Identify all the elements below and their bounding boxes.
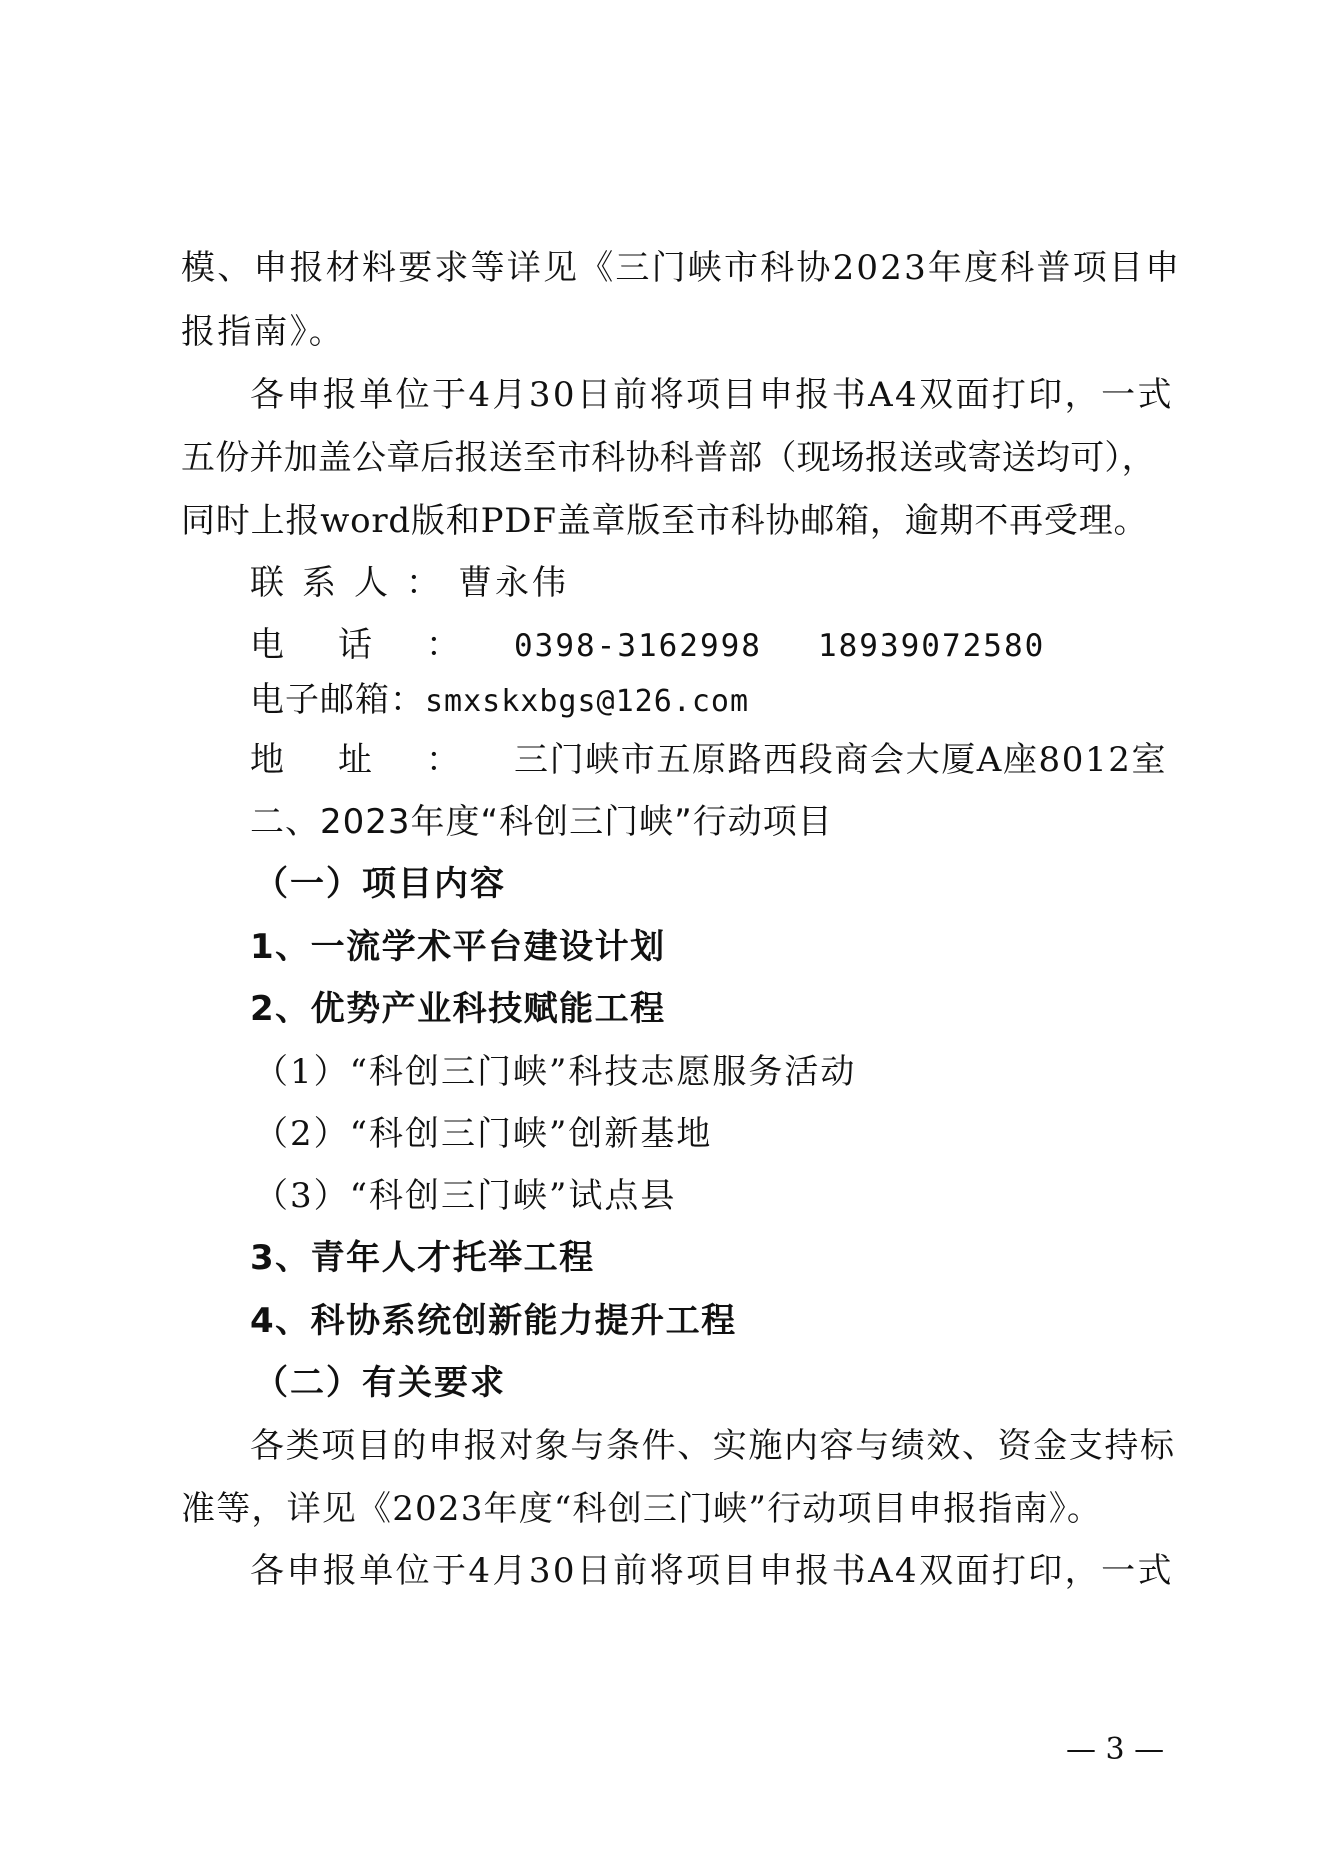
section-2-item-1: 1、一流学术平台建设计划 (250, 927, 666, 967)
paragraph-2-line-1: 各申报单位于4月30日前将项目申报书A4双面打印，一式 (250, 375, 1174, 415)
contact-phone-row (250, 625, 1045, 666)
contact-address-value: 三门峡市五原路西段商会大厦A座8012室 (514, 740, 1168, 780)
section-2-sub-2: （二）有关要求 (254, 1363, 506, 1403)
section-2-para-2-line-1: 各申报单位于4月30日前将项目申报书A4双面打印，一式 (250, 1551, 1174, 1591)
section-2-item-2-sub-2: （2）“科创三门峡”创新基地 (254, 1114, 713, 1154)
section-2-item-2-sub-3: （3）“科创三门峡”试点县 (254, 1176, 677, 1216)
contact-address-label: 地址： (250, 740, 514, 780)
section-2-item-2-sub-1: （1）“科创三门峡”科技志愿服务活动 (254, 1052, 857, 1092)
paragraph-2-line-2: 五份并加盖公章后报送至市科协科普部（现场报送或寄送均可）， (181, 438, 1156, 478)
contact-email-value: smxskxbgs@126.com (425, 684, 750, 719)
paragraph-1-line-1: 模、申报材料要求等详见《三门峡市科协2023年度科普项目申 (181, 248, 1182, 288)
section-2-para-1-line-2: 准等，详见《2023年度“科创三门峡”行动项目申报指南》。 (181, 1489, 1103, 1529)
contact-phone-2: 18939072580 (817, 628, 1046, 664)
contact-person-value: 曹永伟 (458, 563, 569, 603)
section-2-item-2: 2、优势产业科技赋能工程 (250, 989, 666, 1029)
contact-email-row (250, 680, 749, 722)
page-number: — 3 — (1066, 1732, 1165, 1767)
section-2-para-1-line-1: 各类项目的申报对象与条件、实施内容与绩效、资金支持标 (250, 1426, 1176, 1466)
section-2-item-3: 3、青年人才托举工程 (250, 1238, 595, 1278)
section-2-item-4: 4、科协系统创新能力提升工程 (250, 1301, 737, 1341)
contact-person-row (250, 563, 569, 603)
paragraph-2-line-3: 同时上报word版和PDF盖章版至市科协邮箱，逾期不再受理。 (181, 501, 1149, 541)
contact-address-row (250, 740, 1167, 780)
contact-person-label: 联系人： (250, 563, 458, 603)
contact-phone-label: 电话： (250, 625, 514, 665)
section-2-sub-1: （一）项目内容 (254, 864, 506, 904)
paragraph-1-line-2: 报指南》。 (181, 312, 345, 352)
contact-email-label: 电子邮箱： (250, 680, 425, 720)
section-2-title: 二、2023年度“科创三门峡”行动项目 (250, 802, 833, 842)
contact-phone-1: 0398-3162998 (514, 628, 762, 664)
